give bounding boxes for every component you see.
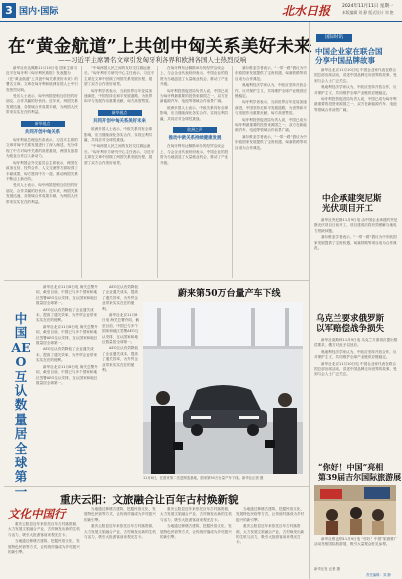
paragraph: 匈牙利前总理迈杰希表示，习近平主席的文章对匈中关系发展进行了深入阐述，充分体现了中方对匈中关系的高度重视，两国友谊将为欧亚合作注入新动力。 [6,138,78,159]
headline-line: 以军赔偿战争损失 [316,324,385,334]
subsection-tag: 新华视点 [98,110,142,116]
aeo-article-a [36,285,100,483]
sidebar-headline-1 [315,47,383,65]
paragraph: 重庆云阳县近年来依托百年古村落资源，大力发展文旅融合产业，古村焕发出新的生机与活力，吸引大批游客前来观光打卡。 [236,524,305,545]
lead-column-4 [235,66,307,278]
paragraph: 受访人士表示，匈中两国是相互信任的好朋友、合作共赢的好伙伴。近年来，两国关系发展迅速，各领域合作成果丰硕，为两国人民带来实实在在的利益。 [6,183,78,204]
headline-line: 第39届吉尔国际旅游展 [318,472,402,482]
lead-subhead: ——习近平主席署名文章引发匈牙利各界和欧洲各国人士热烈反响 [58,56,247,64]
paragraph: 新华社突尼斯11月9日电 由中国企业承建的突尼斯光伏项目日前开工，项目建成后将有效缓解当地电力短缺问题。 [314,218,398,233]
subsection-tag: 欧洲之声 [173,127,217,133]
paragraph: 奥地利经济学家认为，中欧应坚持开放合作，反对保护主义，共同维护全球产业链供应链稳定。 [235,83,307,99]
sidebar-article-1 [314,68,398,186]
paragraph: 塞尔维亚学者表示，“一带一路”倡议为中东欧国家发展提供了宝贵机遇，匈塞铁路等项目成为合作典范。 [235,134,307,150]
bottom-article-col-4 [236,507,306,577]
paragraph: 匈牙利投资促进局负责人说，中国已成为匈牙利最重要的投资来源国之一，双方在新能源汽车、电池等领域合作前景广阔。 [235,117,307,133]
sidebar-badge: 国际时讯 [316,34,352,42]
paragraph: 匈牙利投资促进局负责人说，中国已成为匈牙利最重要的投资来源国之一，双方在新能源汽车、电池等领域合作前景广阔。 [160,88,229,104]
page-number: 3 [2,3,16,18]
paragraph: 新华社北京11月10日电 中国企业家代表在联合国总部出席活动，讲述中国品牌走向世界的故事，受到与会人士广泛关注。 [314,361,397,377]
column-divider [157,66,158,278]
bottom-article-col-1 [8,522,80,577]
photo-credit-footer: 新华社发 记者 摄 [314,567,340,571]
headline-line: 分享中国品牌故事 [315,56,375,65]
paragraph: 当地通过修缮古建筑、挖掘民俗文化、发展特色民宿等方式，让传统村落成为乡村振兴的新引擎。 [84,507,156,522]
photo-headline: 蔚来第50万台量产车下线 [178,289,281,299]
paragraph: 新华社北京11月8日电 海关总署介绍，截至目前，中国已与多个国家和地区签署AEO互认安排，互认国家和地区数量居全球第一。 [36,285,98,306]
headline-line: 中国企业家在联合国 [315,47,383,56]
paragraph: 新华社北京11月10日电 中国企业家代表在联合国总部出席活动，讲述中国品牌走向世界的故事，受到与会人士广泛关注。 [314,68,397,83]
subsection-tag: 新华视点 [21,121,65,127]
lead-column-3 [160,66,230,278]
paragraph: 塞尔维亚学者表示，“一带一路”倡议为中东欧国家发展提供了宝贵机遇，匈塞铁路等项目成为合作典范。 [235,66,307,81]
paragraph: AEO互认有效降低了企业通关成本，提高了通关效率，为外贸企业带来实实在在的便利。 [36,347,98,363]
headline-line: “你好！中国”亮相 [318,462,384,472]
section-divider [4,280,309,281]
car-launch-illustration [143,302,303,474]
photo-caption: 11月6日，在蔚来第二先进制造基地，蔚来第50万台量产车下线。新华社记者 摄 [143,476,264,480]
paragraph: 重庆云阳县近年来依托百年古村落资源，大力发展文旅融合产业，古村焕发出新的生机与活力，吸引大批游客前来观光打卡。 [84,524,156,540]
paragraph: 重庆云阳县近年来依托百年古村落资源，大力发展文旅融合产业，古村焕发出新的生机与活力，吸引大批游客前来观光打卡。 [8,522,80,537]
subsection-title: 共同开创中匈关系 [24,129,61,135]
sidebar-article-3 [314,338,398,458]
paragraph: 新华社莫斯科11月9日电 乌克兰方面再次提出赔偿要求，俄方对此予以回应。 [314,338,398,348]
travel-fair-photo [314,485,396,535]
paragraph: AEO互认有效降低了企业通关成本，提高了通关效率，为外贸企业带来实实在在的便利。 [36,307,98,323]
paragraph: 奥地利经济学家认为，中欧应坚持开放合作，反对保护主义，共同维护全球产业链供应链稳定。 [314,349,397,360]
column-divider [309,22,310,579]
headline-line: 乌克兰要求俄罗斯 [316,314,385,324]
subsection-title: 共同开创中匈关系美好未来 [93,118,146,124]
headline-line: 中企承建突尼斯 [322,194,382,204]
column-divider [81,66,82,278]
lead-column-1 [6,66,79,278]
section-title: 国内·国际 [19,7,59,17]
paragraph: 匈牙利投资促进局负责人说，中国已成为匈牙利最重要的投资来源国之一，双方在新能源汽车、电池等领域合作前景广阔。 [314,97,397,112]
paragraph: 当地通过修缮古建筑、挖掘民俗文化、发展特色民宿等方式，让传统村落成为乡村振兴的新引擎。 [160,524,232,540]
paragraph: AEO互认有效降低了企业通关成本，提高了通关效率，为外贸企业带来实实在在的便利。 [102,346,139,373]
paragraph: 匈牙利国会外交委员会主席表示，两国在政治互信、经贸合作、人文交流等方面取得了丰硕成果，匈方愿同中方一道，推动两国关系不断迈上新台阶。 [6,160,78,181]
vertical-headline: 中国AEO互认数量居全球第一 [11,311,31,499]
paragraph: 在匈牙利布达佩斯举办的经贸洽谈会上，与会企业代表纷纷表示，中国企业的投资为当地创造了大量就业机会，推动了产业升级。 [160,66,229,87]
paragraph: 塞尔维亚学者表示，“一带一路”倡议为中东欧国家发展提供了宝贵机遇，匈塞铁路等项目成为合作典范。 [314,235,397,251]
paragraph: 受访人士表示，匈中两国是相互信任的好朋友、合作共赢的好伙伴。近年来，两国关系发展迅速，各领域合作成果丰硕，为两国人民带来实实在在的利益。 [6,94,78,115]
sidebar-headline-2 [322,194,382,214]
paragraph: 欧洲多国人士表示，中欧关系具有全球影响，应当继续深化务实合作，实现互利共赢，共同应对全球性挑战。 [84,127,153,143]
paragraph: 奥地利经济学家认为，中欧应坚持开放合作，反对保护主义，共同维护全球产业链供应链稳定。 [314,85,397,95]
paragraph: AEO互认有效降低了企业通关成本，提高了通关效率，为外贸企业带来实实在在的便利。 [102,285,139,311]
paragraph: 匈牙利学者表示，当前世界百年变局加速演进，中国坚持走和平发展道路，为世界和平与发展作出重要贡献，匈方高度赞赏。 [84,88,153,104]
section-divider [4,486,309,487]
paragraph: “中匈两国人民之间的友好交往源远流长。”匈牙利东方研究中心主任表示，习近平主席在文章中回顾了两国关系发展历程，展望了双方合作美好前景。 [84,66,155,87]
page-footer-editor: 责任编辑：刘 静 [366,573,391,577]
page-header [0,0,402,22]
culture-brand-logo: 文化中国行 [8,507,66,521]
lead-headline: 在“黄金航道”上共创中匈关系美好未来 [8,37,312,57]
bottom-article-col-2 [84,507,156,577]
lead-column-2 [84,66,155,278]
paragraph: 新华社北京11月8日电 海关总署介绍，截至目前，中国已与多个国家和地区签署AEO互认安排，互认国家和地区数量居全球第一。 [102,313,140,345]
subsection-title: 推动中欧关系持续健康发展 [168,136,222,142]
issue-date: 2024年11月11日 星期一 [342,4,394,9]
paragraph: 在匈牙利布达佩斯举办的经贸洽谈会上，与会企业代表纷纷表示，中国企业的投资为当地创造了大量就业机会，推动了产业升级。 [160,144,229,165]
paragraph: 新华社维也纳11月9日电 “你好！中国”旅游推广活动亮相国际旅游展，吸引大量观众驻足参观。 [314,537,398,547]
paragraph: 新华社北京11月8日电 海关总署介绍，截至目前，中国已与多个国家和地区签署AEO互认安排，互认国家和地区数量居全球第一。 [36,324,98,346]
sidebar-headline-4 [318,462,401,482]
sidebar-article-4 [314,537,398,565]
sidebar-headline-3 [316,314,384,334]
aeo-article-b [102,285,140,483]
paragraph: 当地通过修缮古建筑、挖掘民俗文化、发展特色民宿等方式，让传统村落成为乡村振兴的新引擎。 [236,507,305,522]
paragraph: “中匈两国人民之间的友好交往源远流长。”匈牙利东方研究中心主任表示，习近平主席在文章中回顾了两国关系发展历程，展望了双方合作美好前景。 [84,144,155,165]
paragraph: 重庆云阳县近年来依托百年古村落资源，大力发展文旅融合产业，古村焕发出新的生机与活力，吸引大批游客前来观光打卡。 [160,507,232,522]
newspaper-logo: 北水日报 [282,4,331,18]
paragraph: 欧洲多国人士表示，中欧关系具有全球影响，应当继续深化务实合作，实现互利共赢，共同应对全球性挑战。 [160,105,229,121]
paragraph: 匈牙利学者表示，当前世界百年变局加速演进，中国坚持走和平发展道路，为世界和平与发展作出重要贡献，匈方高度赞赏。 [235,100,307,116]
paragraph: 新华社布达佩斯11月10日电 国家主席习近平在匈牙利《匈牙利民族报》发表题为《在“黄金航道”上共创中匈关系美好未来》的署名文章。文章在匈牙利和欧洲各国人士中引发热烈反响。 [6,66,79,92]
column-divider [232,66,233,278]
editor-credits: 本版编辑 刘 静 版式设计 刘 艳 [342,10,394,15]
paragraph: 当地通过修缮古建筑、挖掘民俗文化、发展特色民宿等方式，让传统村落成为乡村振兴的新引擎。 [8,539,80,555]
paragraph: 新华社北京11月8日电 海关总署介绍，截至目前，中国已与多个国家和地区签署AEO互认安排，互认国家和地区数量居全球第一。 [36,364,98,385]
bottom-headline: 重庆云阳：文旅融合让百年古村焕新貌 [60,494,239,506]
headline-line: 光伏项目开工 [322,204,374,214]
bottom-article-col-3 [160,507,232,577]
sidebar-article-2 [314,218,398,310]
news-photo [143,302,303,474]
travel-fair-illustration [314,485,396,535]
